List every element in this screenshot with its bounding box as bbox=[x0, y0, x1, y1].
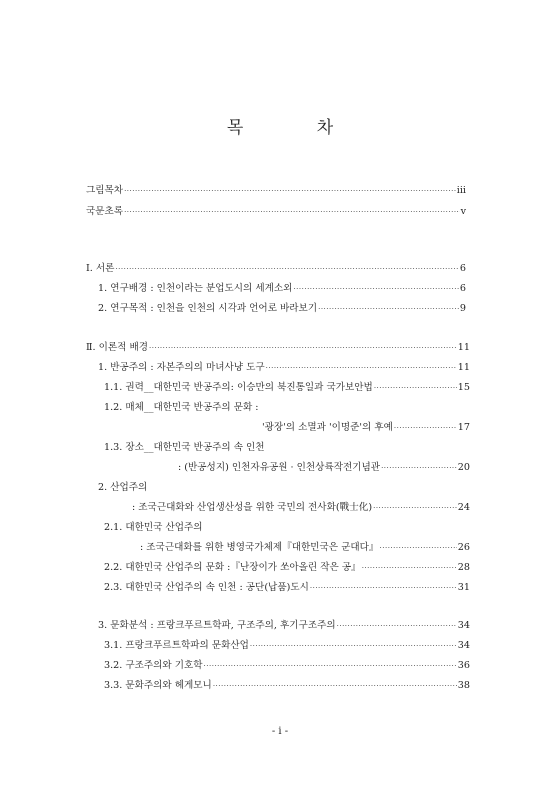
toc-entry-2-1-2-line1[interactable]: 1.2. 매체__대한민국 반공주의 문화 : bbox=[104, 402, 259, 413]
toc-entry-page: v bbox=[460, 206, 466, 217]
toc-entry-2-2-2[interactable] bbox=[104, 561, 470, 575]
toc-entry-label: 그림목차 bbox=[86, 185, 124, 196]
toc-entry-page: 6 bbox=[459, 263, 466, 274]
toc-entry-label: 3.1. 프랑크푸르트학파의 문화산업 bbox=[104, 640, 249, 651]
toc-entry-page: 9 bbox=[459, 303, 466, 314]
toc-entry-page: 11 bbox=[457, 362, 470, 373]
toc-entry-2-1[interactable] bbox=[98, 361, 470, 375]
dot-leader bbox=[149, 341, 457, 355]
toc-entry-2-1-3-line2[interactable] bbox=[178, 461, 470, 475]
toc-entry-2-2-line2[interactable] bbox=[132, 501, 470, 515]
toc-entry-2-1-2-line2[interactable] bbox=[262, 421, 470, 435]
toc-entry-2-3-3[interactable] bbox=[104, 679, 470, 693]
toc-entry-figure-list[interactable] bbox=[86, 184, 466, 198]
toc-entry-label: Ⅰ. 서론 bbox=[86, 263, 115, 274]
dot-leader bbox=[318, 302, 459, 316]
dot-leader bbox=[250, 639, 457, 653]
dot-leader bbox=[380, 541, 457, 555]
toc-entry-2-2-1-line1[interactable]: 2.1. 대한민국 산업주의 bbox=[104, 522, 203, 533]
toc-entry-1-1[interactable] bbox=[98, 282, 466, 296]
dot-leader bbox=[115, 262, 458, 276]
toc-entry-label: 3.2. 구조주의와 기호학 bbox=[104, 660, 203, 671]
toc-entry-2-3-2[interactable] bbox=[104, 659, 470, 673]
toc-entry-2-3-1[interactable] bbox=[104, 639, 470, 653]
toc-entry-label: 2.3. 대한민국 산업주의 속 인천 : 공단(납품)도시 bbox=[104, 582, 309, 593]
toc-entry-page: 24 bbox=[457, 502, 470, 513]
toc-entry-page: 11 bbox=[457, 342, 470, 353]
toc-entry-label: '광장'의 소멸과 '이명준'의 후예 bbox=[262, 422, 393, 433]
toc-entry-2-2-1-line2[interactable] bbox=[140, 541, 470, 555]
toc-entry-page: 17 bbox=[457, 422, 470, 433]
dot-leader bbox=[266, 361, 457, 375]
dot-leader bbox=[124, 205, 460, 219]
dot-leader bbox=[293, 282, 458, 296]
toc-entry-page: 34 bbox=[457, 620, 470, 631]
toc-entry-page: 28 bbox=[457, 562, 470, 573]
toc-entry-label: 1. 반공주의 : 자본주의의 마녀사냥 도구 bbox=[98, 362, 265, 373]
dot-leader bbox=[362, 561, 457, 575]
toc-entry-2-2-3[interactable] bbox=[104, 581, 470, 595]
toc-entry-2-2-line1[interactable]: 2. 산업주의 bbox=[98, 482, 148, 493]
dot-leader bbox=[124, 184, 456, 198]
toc-entry-page: 26 bbox=[457, 542, 470, 553]
toc-entry-page: 34 bbox=[457, 640, 470, 651]
toc-entry-page: 20 bbox=[457, 462, 470, 473]
toc-entry-chapter-1[interactable] bbox=[86, 262, 466, 276]
toc-entry-page: 38 bbox=[457, 680, 470, 691]
toc-entry-2-3[interactable] bbox=[98, 619, 470, 633]
page-number-footer: - i - bbox=[271, 726, 289, 737]
toc-entry-page: 36 bbox=[457, 660, 470, 671]
page-title: 목 차 bbox=[226, 118, 368, 138]
toc-entry-label: 2. 연구목적 : 인천을 인천의 시각과 언어로 바라보기 bbox=[98, 303, 318, 314]
toc-entry-label: 국문초록 bbox=[86, 206, 124, 217]
dot-leader bbox=[204, 659, 457, 673]
toc-entry-label: 1.1. 권력__대한민국 반공주의: 이승만의 북진통일과 국가보안법 bbox=[104, 382, 373, 393]
toc-entry-page: 6 bbox=[459, 283, 466, 294]
toc-entry-page: iii bbox=[456, 185, 466, 196]
toc-entry-page: 31 bbox=[457, 582, 470, 593]
dot-leader bbox=[373, 501, 457, 515]
dot-leader bbox=[394, 421, 457, 435]
toc-entry-korean-abstract[interactable] bbox=[86, 205, 466, 219]
dot-leader bbox=[374, 381, 457, 395]
toc-entry-page: 15 bbox=[457, 382, 470, 393]
toc-entry-label: 3.3. 문화주의와 헤게모니 bbox=[104, 680, 212, 691]
dot-leader bbox=[337, 619, 457, 633]
toc-entry-1-2[interactable] bbox=[98, 302, 466, 316]
toc-entry-chapter-2[interactable] bbox=[86, 341, 470, 355]
toc-entry-label: : 조국근대화를 위한 병영국가체제『대한민국은 군대다』 bbox=[140, 542, 379, 553]
dot-leader bbox=[213, 679, 457, 693]
dot-leader bbox=[310, 581, 457, 595]
toc-entry-2-1-1[interactable] bbox=[104, 381, 470, 395]
toc-entry-2-1-3-line1[interactable]: 1.3. 장소__대한민국 반공주의 속 인천 bbox=[104, 442, 265, 453]
toc-entry-label: 3. 문화분석 : 프랑크푸르트학파, 구조주의, 후기구조주의 bbox=[98, 620, 336, 631]
toc-entry-label: 2.2. 대한민국 산업주의 문화 :『난장이가 쏘아올린 작은 공』 bbox=[104, 562, 361, 573]
toc-entry-label: 1. 연구배경 : 인천이라는 분업도시의 세계소외 bbox=[98, 283, 293, 294]
toc-entry-label: Ⅱ. 이론적 배경 bbox=[86, 342, 149, 353]
toc-entry-label: : 조국근대화와 산업생산성을 위한 국민의 전사화(戰士化) bbox=[132, 502, 373, 513]
toc-entry-label: : (반공성지) 인천자유공원 · 인천상륙작전기념관 bbox=[178, 462, 381, 473]
dot-leader bbox=[381, 461, 457, 475]
